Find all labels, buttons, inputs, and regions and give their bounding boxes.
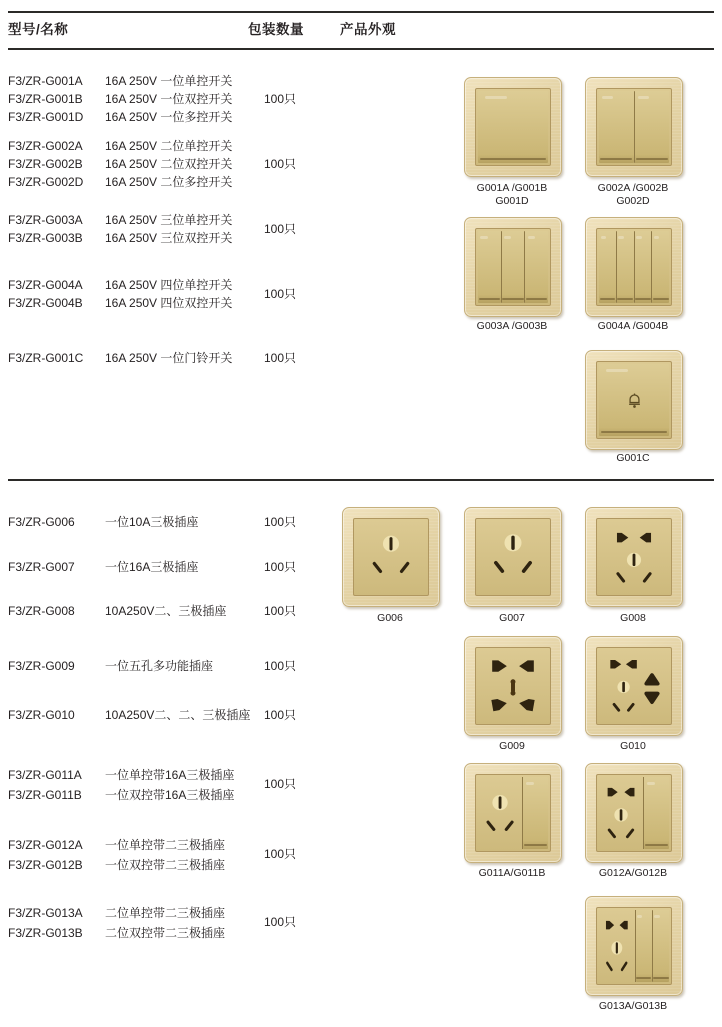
image-caption: G001C: [616, 452, 650, 464]
model-cell: F3/ZR-G001A: [8, 74, 83, 88]
qty-cell: 100只: [264, 287, 297, 301]
socket-holes-icon: [356, 521, 426, 593]
product-photo-g012: [585, 763, 683, 863]
socket-3pin-icon: [475, 518, 551, 596]
qty-cell: 100只: [264, 847, 297, 861]
socket-holes-icon: [478, 650, 548, 722]
desc-cell: 16A 250V 一位单控开关: [105, 74, 233, 88]
desc-cell: 16A 250V 一位多控开关: [105, 110, 233, 124]
table-row: [8, 903, 263, 923]
qty-cell: 100只: [264, 708, 297, 722]
section-divider: [8, 479, 714, 481]
qty-cell: 100只: [264, 604, 297, 618]
product-photo-g004: [585, 217, 683, 317]
rocker-icon: [478, 231, 501, 303]
rocker-icon: [523, 777, 548, 849]
model-cell: F3/ZR-G013B: [8, 926, 83, 940]
rocker-icon: [636, 910, 652, 982]
table-row: [8, 108, 263, 126]
table-row: [8, 173, 263, 191]
image-caption: G012A/G012B: [598, 867, 668, 879]
socket-holes-icon: [599, 521, 669, 593]
desc-cell: 16A 250V 二位单控开关: [105, 139, 233, 153]
bell-icon: [599, 364, 669, 436]
image-caption: G013A/G013B: [598, 1000, 668, 1012]
model-cell: F3/ZR-G007: [8, 560, 75, 574]
socket-2-2-3pin-icon: [596, 647, 672, 725]
desc-cell: 一位单控带16A三极插座: [105, 768, 235, 782]
rocker-icon: [599, 364, 669, 436]
rocker-icon: [616, 231, 634, 303]
table-row: [8, 513, 263, 531]
desc-cell: 16A 250V 三位双控开关: [105, 231, 233, 245]
model-cell: F3/ZR-G009: [8, 659, 75, 673]
header-rule: [8, 48, 714, 50]
table-row: [8, 229, 263, 247]
desc-cell: 16A 250V 四位单控开关: [105, 278, 233, 292]
rocker-icon: [651, 231, 669, 303]
model-cell: F3/ZR-G006: [8, 515, 75, 529]
socket-3pin-icon: [353, 518, 429, 596]
desc-cell: 一位双控带16A三极插座: [105, 788, 235, 802]
socket-holes-icon: [599, 777, 643, 849]
switch-3gang-icon: [475, 228, 551, 306]
product-photo-g001c: [585, 350, 683, 450]
table-row: [8, 276, 263, 294]
rocker-icon: [599, 231, 616, 303]
model-cell: F3/ZR-G011A: [8, 768, 82, 782]
table-row: [8, 855, 263, 875]
desc-cell: 16A 250V 一位门铃开关: [105, 351, 233, 365]
table-row: [8, 785, 263, 805]
rocker-icon: [478, 91, 548, 163]
product-group-g013: [8, 903, 297, 943]
qty-cell: 100只: [264, 560, 297, 574]
product-group-g003: [8, 211, 297, 247]
socket-3pin-with-switch-icon: [475, 774, 551, 852]
product-group-g009: [8, 657, 297, 675]
model-cell: F3/ZR-G003A: [8, 213, 83, 227]
socket-holes-icon: [599, 910, 635, 982]
desc-cell: 16A 250V 四位双控开关: [105, 296, 233, 310]
product-photo-g002: [585, 77, 683, 177]
product-group-g012: [8, 835, 297, 875]
rocker-icon: [634, 91, 670, 163]
model-cell: F3/ZR-G002B: [8, 157, 83, 171]
socket-5hole-icon: [596, 518, 672, 596]
product-group-g004: [8, 276, 297, 312]
qty-cell: 100只: [264, 157, 297, 171]
table-row: [8, 923, 263, 943]
rocker-icon: [634, 231, 652, 303]
table-row: [8, 155, 263, 173]
desc-cell: 16A 250V 三位单控开关: [105, 213, 233, 227]
rocker-icon: [599, 91, 634, 163]
table-row: [8, 211, 263, 229]
product-group-g001: [8, 72, 297, 126]
qty-cell: 100只: [264, 92, 297, 106]
product-photo-g001: [464, 77, 562, 177]
model-cell: F3/ZR-G010: [8, 708, 75, 722]
image-caption: G011A/G011B: [478, 867, 546, 879]
product-photo-g008: [585, 507, 683, 607]
product-group-g006: [8, 513, 297, 531]
product-photo-g013: [585, 896, 683, 996]
desc-cell: 16A 250V 二位双控开关: [105, 157, 233, 171]
product-group-g010: [8, 706, 297, 724]
product-photo-g011: [464, 763, 562, 863]
qty-cell: 100只: [264, 351, 297, 365]
table-row: [8, 72, 263, 90]
desc-cell: 一位双控带二三极插座: [105, 858, 226, 872]
model-cell: F3/ZR-G004B: [8, 296, 83, 310]
image-caption: G007: [499, 612, 525, 624]
product-group-g007: [8, 558, 297, 576]
switch-1gang-icon: [475, 88, 551, 166]
socket-holes-icon: [478, 521, 548, 593]
product-group-g002: [8, 137, 297, 191]
product-group-g011: [8, 765, 297, 805]
table-row: [8, 558, 263, 576]
model-cell: F3/ZR-G012A: [8, 838, 83, 852]
rocker-icon: [524, 231, 548, 303]
model-cell: F3/ZR-G011B: [8, 788, 82, 802]
desc-cell: 一位10A三极插座: [105, 515, 199, 529]
model-cell: F3/ZR-G002A: [8, 139, 83, 153]
table-row: [8, 137, 263, 155]
image-caption: G002A /G002B G002D: [597, 182, 669, 207]
qty-cell: 100只: [264, 915, 297, 929]
table-row: [8, 90, 263, 108]
desc-cell: 10A250V二、二、三极插座: [105, 708, 251, 722]
table-row: [8, 706, 263, 724]
desc-cell: 一位单控带二三极插座: [105, 838, 226, 852]
product-group-g008: [8, 602, 297, 620]
model-cell: F3/ZR-G008: [8, 604, 75, 618]
rocker-icon: [652, 910, 669, 982]
rocker-icon: [644, 777, 669, 849]
product-photo-g009: [464, 636, 562, 736]
table-row: [8, 657, 263, 675]
image-caption: G006: [377, 612, 403, 624]
image-caption: G004A /G004B: [597, 320, 669, 332]
desc-cell: 二位单控带二三极插座: [105, 906, 226, 920]
product-photo-g007: [464, 507, 562, 607]
socket-5hole-with-2switch-icon: [596, 907, 672, 985]
doorbell-switch-icon: [596, 361, 672, 439]
switch-2gang-icon: [596, 88, 672, 166]
desc-cell: 一位五孔多功能插座: [105, 659, 214, 673]
table-row: [8, 602, 263, 620]
qty-cell: 100只: [264, 659, 297, 673]
product-photo-g006: [342, 507, 440, 607]
desc-cell: 10A250V二、三极插座: [105, 604, 227, 618]
column-header-model: 型号/名称: [8, 22, 69, 37]
column-header-appearance: 产品外观: [340, 22, 396, 37]
model-cell: F3/ZR-G004A: [8, 278, 83, 292]
switch-4gang-icon: [596, 228, 672, 306]
image-caption: G008: [620, 612, 646, 624]
socket-holes-icon: [478, 777, 522, 849]
image-caption: G010: [620, 740, 646, 752]
image-caption: G003A /G003B: [476, 320, 548, 332]
model-cell: F3/ZR-G002D: [8, 175, 84, 189]
table-row: [8, 349, 263, 367]
product-group-g001c: [8, 349, 297, 367]
socket-multifunction-icon: [475, 647, 551, 725]
rocker-icon: [501, 231, 525, 303]
desc-cell: 16A 250V 二位多控开关: [105, 175, 233, 189]
model-cell: F3/ZR-G013A: [8, 906, 83, 920]
model-cell: F3/ZR-G012B: [8, 858, 83, 872]
desc-cell: 二位双控带二三极插座: [105, 926, 226, 940]
qty-cell: 100只: [264, 222, 297, 236]
image-caption: G001A /G001B G001D: [476, 182, 548, 207]
model-cell: F3/ZR-G001C: [8, 351, 84, 365]
column-header-quantity: 包装数量: [248, 22, 304, 37]
table-row: [8, 294, 263, 312]
model-cell: F3/ZR-G001B: [8, 92, 83, 106]
qty-cell: 100只: [264, 777, 297, 791]
product-photo-g003: [464, 217, 562, 317]
qty-cell: 100只: [264, 515, 297, 529]
desc-cell: 16A 250V 一位双控开关: [105, 92, 233, 106]
socket-holes-icon: [599, 650, 669, 722]
product-photo-g010: [585, 636, 683, 736]
model-cell: F3/ZR-G003B: [8, 231, 83, 245]
top-rule: [8, 11, 714, 13]
socket-5hole-with-switch-icon: [596, 774, 672, 852]
table-row: [8, 835, 263, 855]
table-row: [8, 765, 263, 785]
model-cell: F3/ZR-G001D: [8, 110, 84, 124]
desc-cell: 一位16A三极插座: [105, 560, 199, 574]
image-caption: G009: [499, 740, 525, 752]
